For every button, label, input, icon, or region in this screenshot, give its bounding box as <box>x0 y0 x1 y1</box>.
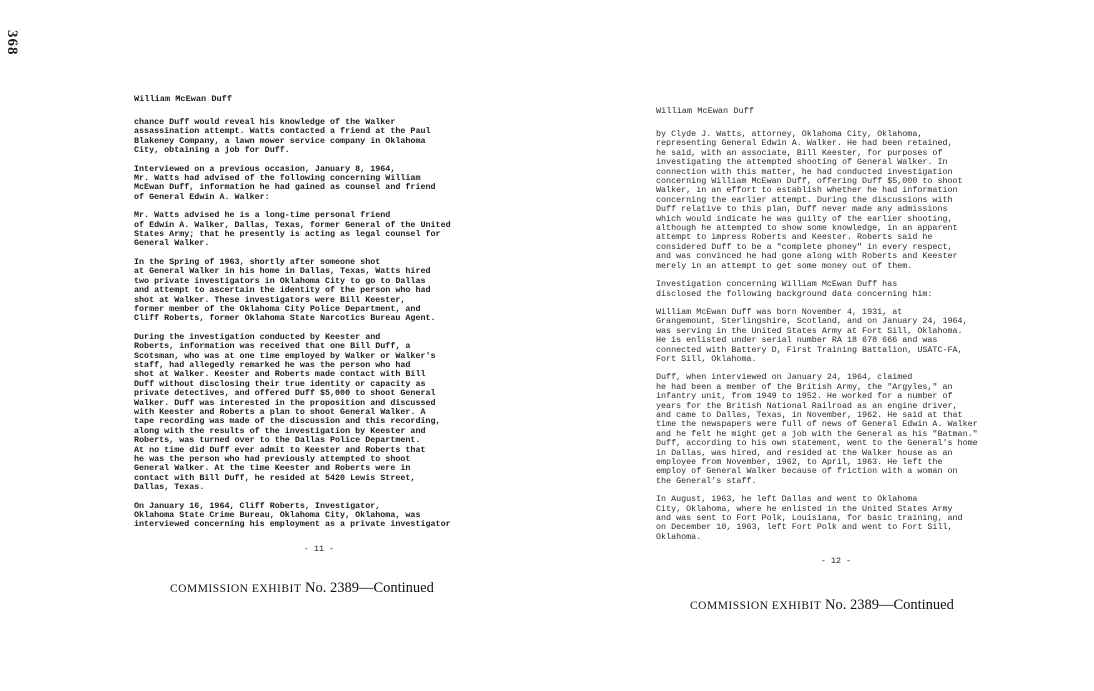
page-header: William McEwan Duff <box>656 106 754 116</box>
left-document-page <box>134 94 504 554</box>
page-folio: - 12 - <box>820 556 852 567</box>
exhibit-caption <box>690 597 954 614</box>
paragraph: Investigation concerning William McEwan Duff has disclosed the following background data concerning him: <box>656 279 933 299</box>
paragraph: chance Duff would reveal his knowledge of the Walker assassination attempt. Watts contacted a friend at the Paul Blakeney Company, a lawn mower service company in Oklahoma City, obtaining a job for Duff. <box>134 117 431 156</box>
page-header: William McEwan Duff <box>134 94 232 104</box>
paragraph: Duff, when interviewed on January 24, 1964, claimed he had been a member of the British Army, the "Argyles," an infantry unit, from 1949 to 1952. He worked for a number of years for the British National Railroad as an engine driver, and came to Dallas, Texas, in November, 1962. He said at that time the newspapers were full of news of General Edwin A. Walker and he felt he might get a job with the General as his "Batman." Duff, according to his own statement, went to the General's home in Dallas, was hired, and resided at the Walker house as an employee from November, 1962, to April, 1963. He left the employ of General Walker because of friction with a woman on the General's staff. <box>656 372 978 486</box>
paragraph: William McEwan Duff was born November 4, 1931, at Grangemount, Sterlingshire, Scotland, and on January 24, 1964, was serving in the United States Army at Fort Sill, Oklahoma. He is enlisted under serial number RA 18 678 666 and was connected with Battery D, First Training Battalion, USATC-FA, Fort Sill, Oklahoma. <box>656 306 968 364</box>
caption-rest: No. 2389—Continued <box>824 597 954 613</box>
paragraph: In the Spring of 1963, shortly after someone shot at General Walker in his home in Dallas, Texas, Watts hired two private investigators in Oklahoma City to go to Dallas and attempt to ascertain the identity of the person who had shot at Walker. These investigators were Bill Keester, former member of the Oklahoma City Police Department, and Cliff Roberts, former Oklahoma State Narcotics Bureau Agent. <box>134 256 436 324</box>
exhibit-caption <box>170 580 434 597</box>
paragraph: On January 16, 1964, Cliff Roberts, Investigator, Oklahoma State Crime Bureau, Oklahoma City, Oklahoma, was interviewed concerning his employment as a private investigator <box>134 500 451 530</box>
paragraph: During the investigation conducted by Keester and Roberts, information was received that one Bill Duff, a Scotsman, who was at one time employed by Walker or Walker's staff, had allegedly remarked he was the person who had shot at Walker. Keester and Roberts made contact with Bill Duff without disclosing their true identity or capacity as private detectives, and offered Duff $5,000 to shoot General Walker. Duff was interested in the proposition and discussed with Keester and Roberts a plan to shoot General Walker. A tape recording was made of the discussion and this recording, along with the results of the investigation by Keester and Roberts, was turned over to the Dallas Police Department. At no time did Duff ever admit to Keester and Roberts that he was the person who had previously attempted to shoot General Walker. At the time Keester and Roberts were in contact with Bill Duff, he resided at 5420 Lewis Street, Dallas, Texas. <box>134 331 441 493</box>
caption-prefix: COMMISSION EXHIBIT <box>690 600 822 612</box>
caption-prefix: COMMISSION EXHIBIT <box>170 583 302 595</box>
volume-page-number: 368 <box>4 30 20 56</box>
paragraph: by Clyde J. Watts, attorney, Oklahoma City, Oklahoma, representing General Edwin A. Walker. He had been retained, he said, with an associate, Bill Keester, for purposes of investigating the attempted shooting of General Walker. In connection with this matter, he had conducted investigation concerning William McEwan Duff, offering Duff $5,000 to shoot Walker, in an effort to establish whether he had information concerning the earlier attempt. During the discussions with Duff relative to this plan, Duff never made any admissions which would indicate he was guilty of the earlier shooting, although he attempted to show some knowledge, in an apparent attempt to impress Roberts and Keester. Roberts said he considered Duff to be a "complete phoney" in every respect, and was convinced he had gone along with Roberts and Keester merely in an attempt to get some money out of them. <box>656 129 963 271</box>
page-folio: - 11 - <box>303 543 335 554</box>
paragraph: Interviewed on a previous occasion, January 8, 1964, Mr. Watts had advised of the following concerning William McEwan Duff, information he had gained as counsel and friend of General Edwin A. Walker: <box>134 163 436 202</box>
right-document-page <box>656 106 1016 566</box>
paragraph: In August, 1963, he left Dallas and went to Oklahoma City, Oklahoma, where he enlisted in the United States Army and was sent to Fort Polk, Louisiana, for basic training, and on December 10, 1963, left Fort Polk and went to Fort Sill, Oklahoma. <box>656 494 963 542</box>
caption-rest: No. 2389—Continued <box>304 580 434 596</box>
paragraph: Mr. Watts advised he is a long-time personal friend of Edwin A. Walker, Dallas, Texas, former General of the United States Army; that he presently is acting as legal counsel for General Walker. <box>134 210 451 249</box>
